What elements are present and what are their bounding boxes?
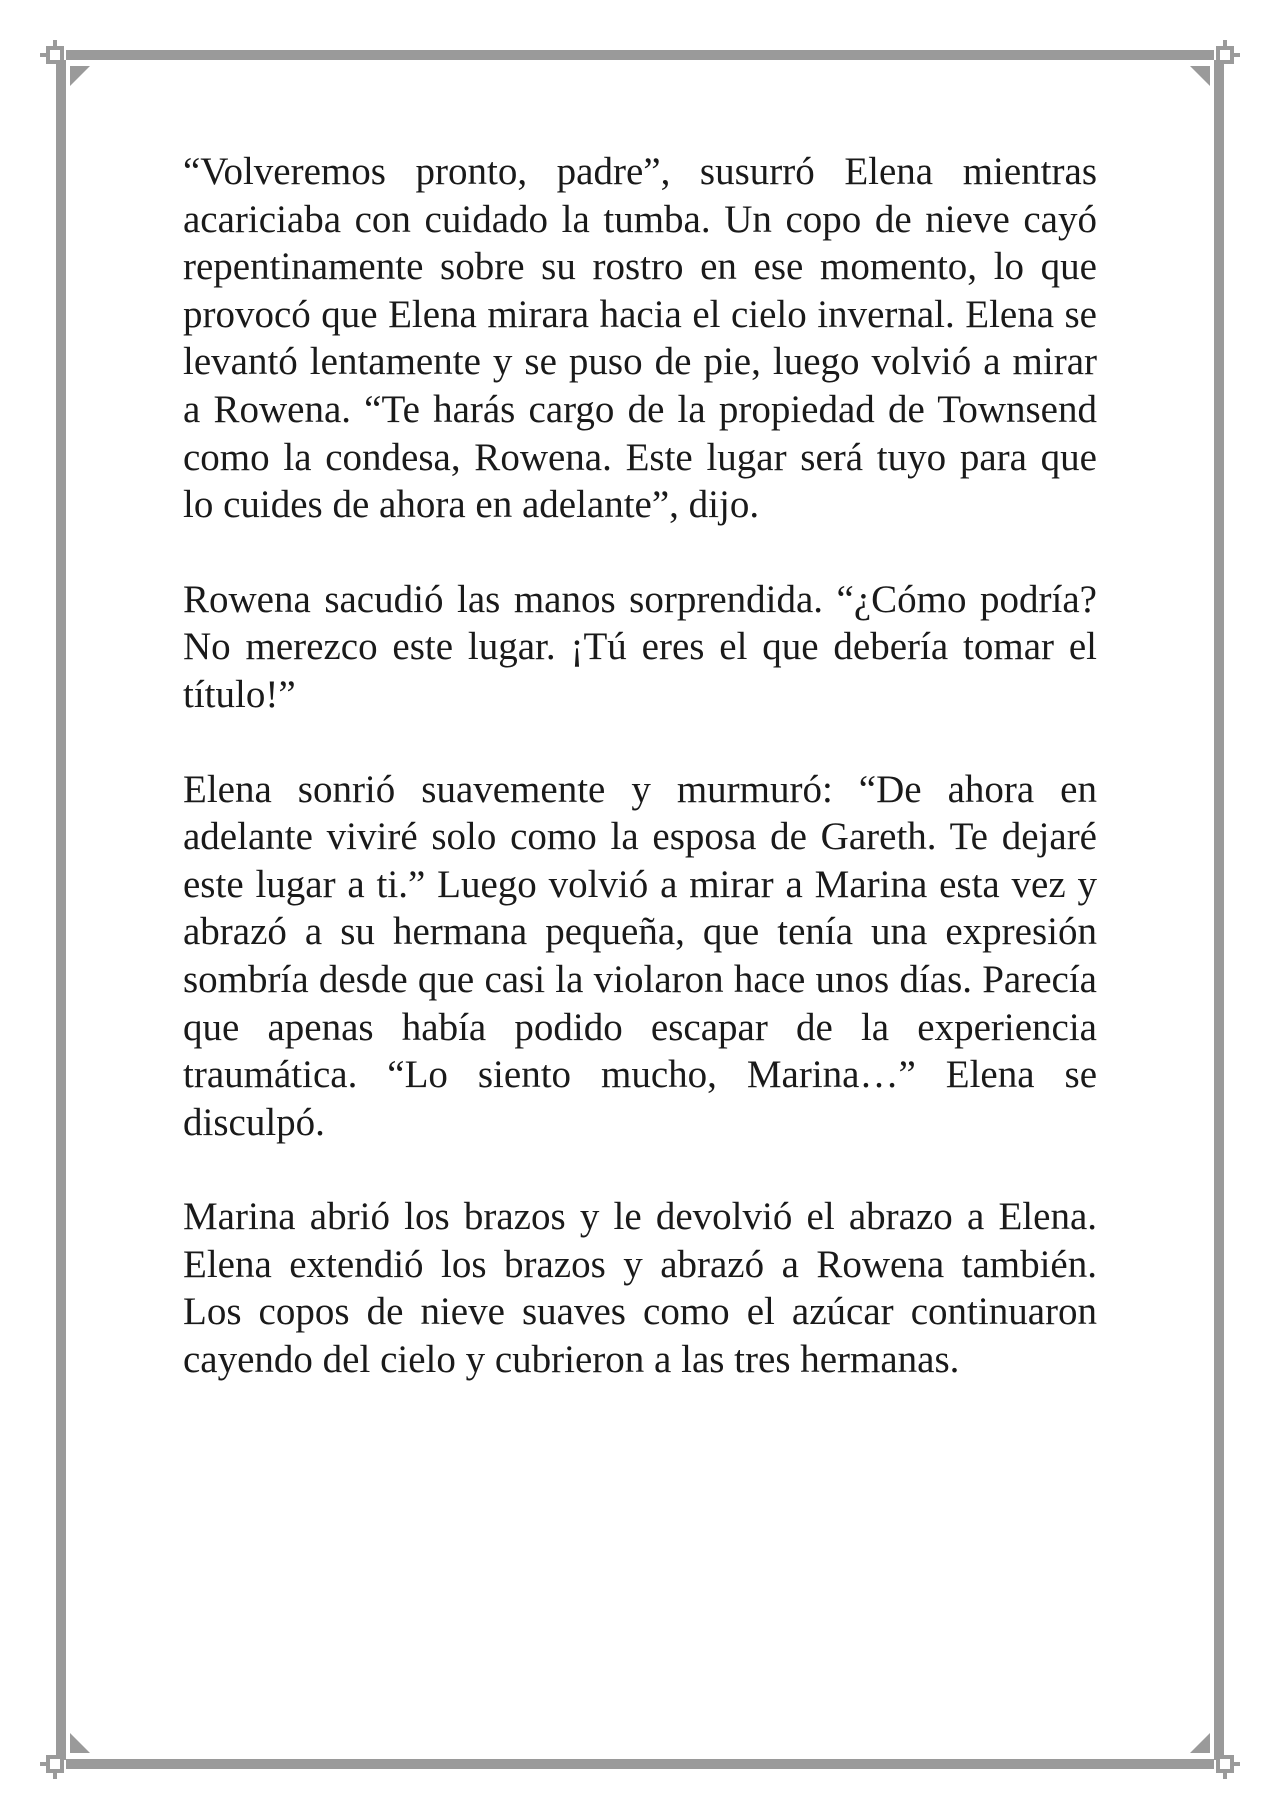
paragraph: Elena sonrió suavemente y murmuró: “De ahora en adelante viviré solo como la esposa de Gareth. Te dejaré este lugar a ti.” Luego volvió a mirar a Marina esta vez y abrazó a su hermana pequeña, que tenía una expresión sombría desde que casi la violaron hace unos días. Parecía que apenas había podido escapar de la experiencia traumática. “Lo siento mucho, Marina…” Elena se disculpó. [183,767,1097,1144]
corner-ornament-top-left [70,66,90,86]
paragraph: Marina abrió los brazos y le devolvió el abrazo a Elena. Elena extendió los brazos y abrazó a Rowena también. Los copos de nieve suaves como el azúcar continuaron cayendo del cielo y cubrieron a las tres hermanas. [183,1195,1097,1382]
corner-ornament-top-right [1190,66,1210,86]
corner-ornament-bottom-left [70,1733,90,1753]
paragraph: “Volveremos pronto, padre”, susurró Elena mientras acariciaba con cuidado la tumba. Un copo de nieve cayó repentinamente sobre su rostro en ese momento, lo que provocó que Elena mirara hacia el cielo invernal. Elena se levantó lentamente y se puso de pie, luego volvió a mirar a Rowena. “Te harás cargo de la propiedad de Townsend como la condesa, Rowena. Este lugar será tuyo para que lo cuides de ahora en adelante”, dijo. [183,150,1097,527]
corner-ornament-bottom-right [1190,1733,1210,1753]
page-text-body [183,148,1097,1431]
paragraph: Rowena sacudió las manos sorprendida. “¿Cómo podría? No merezco este lugar. ¡Tú eres el que debería tomar el título!” [183,577,1097,716]
